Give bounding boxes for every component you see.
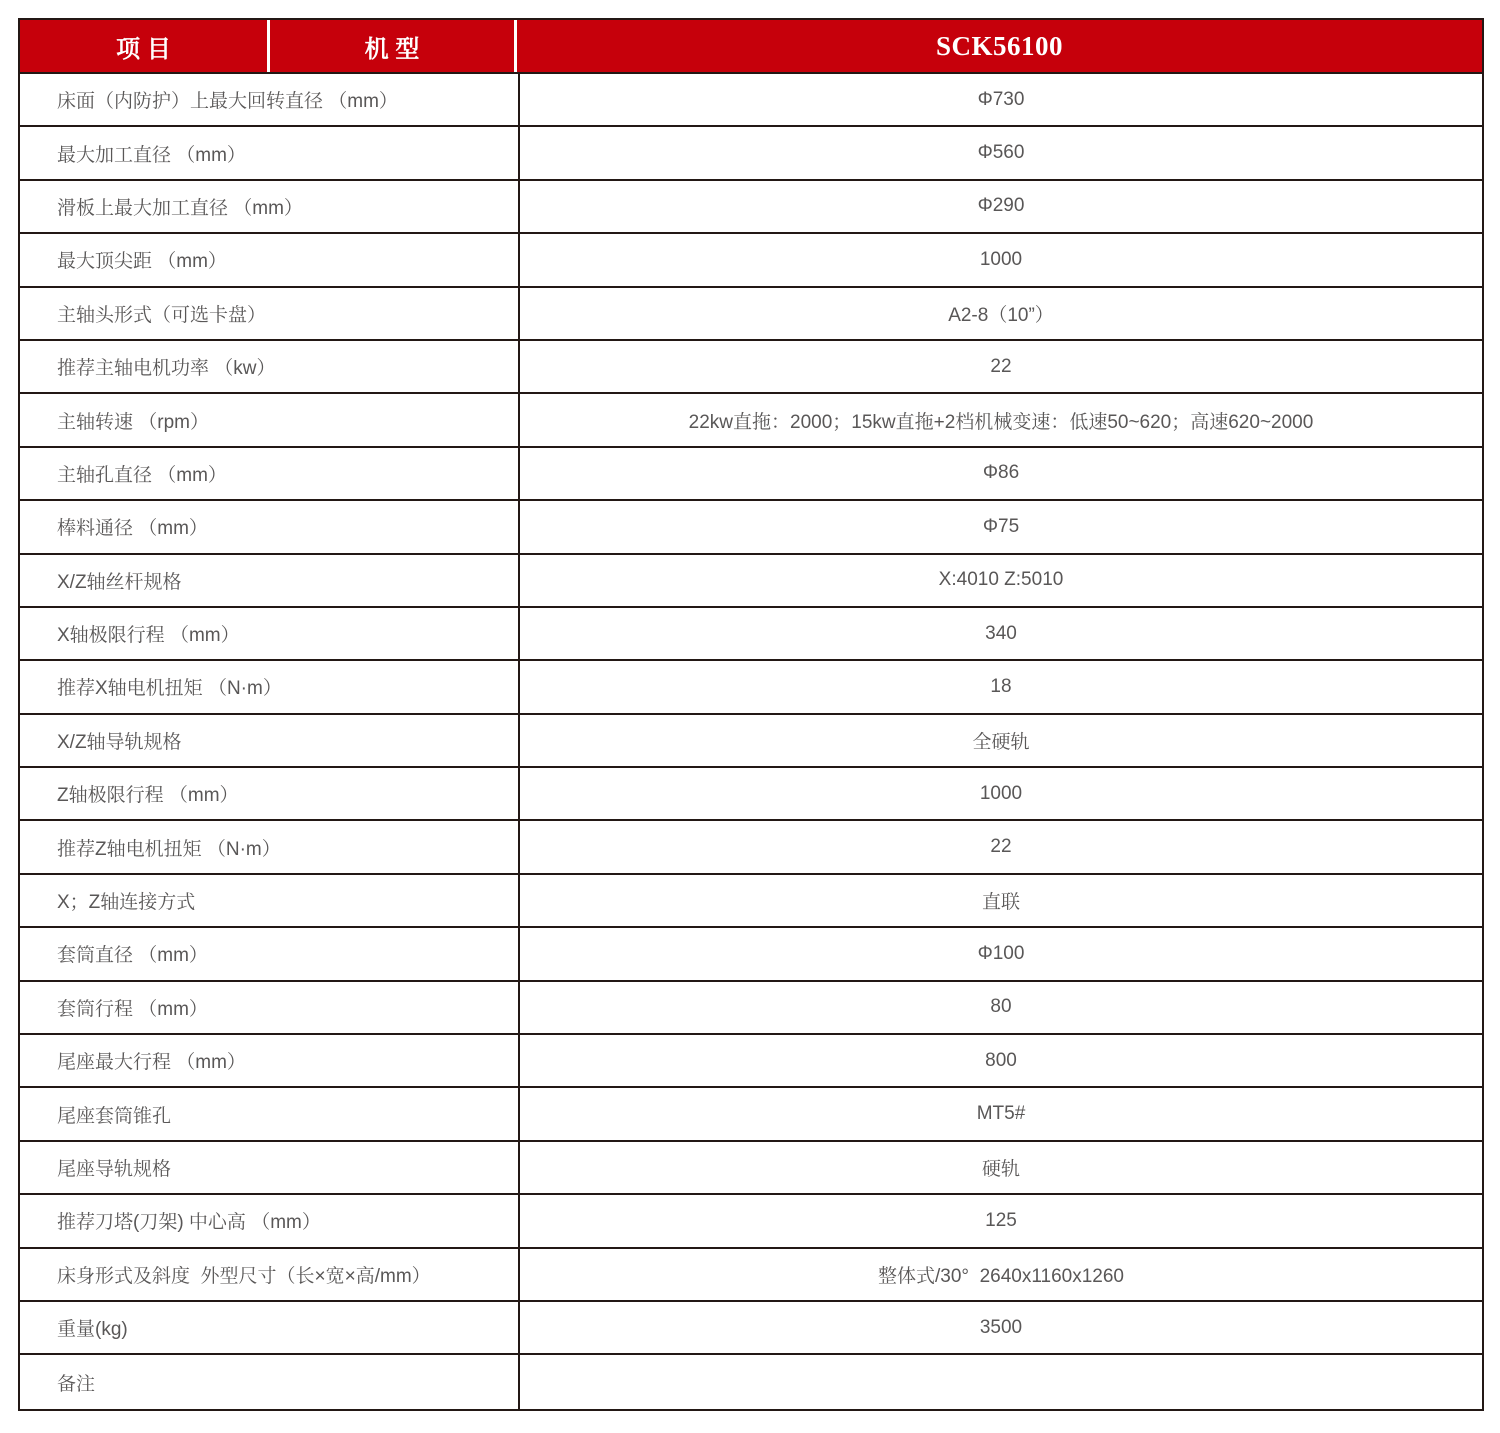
table-row	[20, 501, 1482, 554]
spec-label: 推荐主轴电机功率 （kw）	[20, 341, 520, 392]
spec-label: 最大顶尖距 （mm）	[20, 234, 520, 285]
spec-label: 主轴头形式（可选卡盘）	[20, 288, 520, 339]
table-row	[20, 74, 1482, 127]
header-model-value: SCK56100	[935, 30, 1064, 61]
table-row	[20, 1355, 1482, 1408]
spec-label: 最大加工直径 （mm）	[20, 127, 520, 178]
table-row	[20, 661, 1482, 714]
spec-label: 套筒行程 （mm）	[20, 982, 520, 1033]
spec-value: Φ75	[982, 515, 1020, 537]
spec-label: 床面（内防护）上最大回转直径 （mm）	[20, 74, 520, 125]
table-row	[20, 555, 1482, 608]
spec-value: Φ560	[977, 142, 1025, 164]
table-header-row	[20, 20, 1482, 74]
spec-label: 尾座最大行程 （mm）	[20, 1035, 520, 1086]
table-row	[20, 768, 1482, 821]
spec-value: 1000	[979, 248, 1023, 270]
table-row	[20, 982, 1482, 1035]
header-model-column: 机 型	[270, 20, 517, 72]
spec-value: 3500	[979, 1316, 1023, 1338]
spec-label: X；Z轴连接方式	[20, 875, 520, 926]
spec-value	[520, 1355, 1482, 1408]
table-row	[20, 181, 1482, 234]
table-row	[20, 341, 1482, 394]
spec-value: 340	[985, 622, 1017, 644]
spec-label: 备注	[20, 1355, 520, 1408]
table-row	[20, 715, 1482, 768]
spec-label: 主轴转速 （rpm）	[20, 394, 520, 445]
spec-value: 硬轨	[981, 1159, 1020, 1180]
spec-value: Φ290	[977, 195, 1025, 217]
spec-value: 22	[990, 836, 1012, 858]
spec-label: 推荐刀塔(刀架) 中心高 （mm）	[20, 1195, 520, 1246]
spec-label: 重量(kg)	[20, 1302, 520, 1353]
table-row	[20, 448, 1482, 501]
spec-value: 125	[985, 1209, 1017, 1231]
spec-label: 套筒直径 （mm）	[20, 928, 520, 979]
spec-value: MT5#	[976, 1103, 1026, 1125]
spec-label: 滑板上最大加工直径 （mm）	[20, 181, 520, 232]
spec-value: Φ730	[977, 88, 1025, 110]
table-body	[20, 74, 1482, 1409]
spec-label: Z轴极限行程 （mm）	[20, 768, 520, 819]
spec-label: 尾座导轨规格	[20, 1142, 520, 1193]
table-row	[20, 608, 1482, 661]
spec-label: 推荐X轴电机扭矩 （N·m）	[20, 661, 520, 712]
table-row	[20, 1088, 1482, 1141]
spec-value: 直联	[981, 892, 1020, 914]
table-row	[20, 1142, 1482, 1195]
table-row	[20, 288, 1482, 341]
table-row	[20, 394, 1482, 447]
spec-value: Φ86	[982, 462, 1020, 484]
spec-label: X/Z轴丝杆规格	[20, 555, 520, 606]
table-row	[20, 1195, 1482, 1248]
spec-value: Φ100	[977, 942, 1025, 964]
spec-value: 全硬轨	[972, 731, 1030, 753]
spec-value: 1000	[979, 782, 1023, 804]
spec-value: 80	[990, 996, 1012, 1018]
spec-label: 尾座套筒锥孔	[20, 1088, 520, 1139]
table-row	[20, 821, 1482, 874]
spec-table	[18, 18, 1484, 1411]
table-row	[20, 127, 1482, 180]
spec-value: 整体式/30° 2640x1160x1260	[878, 1265, 1124, 1287]
spec-value: X:4010 Z:5010	[938, 569, 1064, 591]
spec-value: 22	[990, 355, 1012, 377]
spec-label: X轴极限行程 （mm）	[20, 608, 520, 659]
table-row	[20, 928, 1482, 981]
table-row	[20, 1302, 1482, 1355]
spec-label: 主轴孔直径 （mm）	[20, 448, 520, 499]
table-row	[20, 875, 1482, 928]
spec-value: 18	[990, 675, 1012, 697]
table-row	[20, 234, 1482, 287]
spec-label: X/Z轴导轨规格	[20, 715, 520, 766]
spec-value: 800	[985, 1049, 1017, 1071]
spec-label: 棒料通径 （mm）	[20, 501, 520, 552]
spec-value: 22kw直拖：2000；15kw直拖+2档机械变速：低速50~620；高速620~2000	[688, 411, 1314, 433]
header-item-column: 项 目	[20, 20, 270, 72]
spec-label: 推荐Z轴电机扭矩 （N·m）	[20, 821, 520, 872]
spec-label: 床身形式及斜度 外型尺寸（长×宽×高/mm）	[20, 1249, 520, 1300]
table-row	[20, 1035, 1482, 1088]
table-row	[20, 1249, 1482, 1302]
spec-value: A2-8（10”）	[948, 304, 1054, 326]
